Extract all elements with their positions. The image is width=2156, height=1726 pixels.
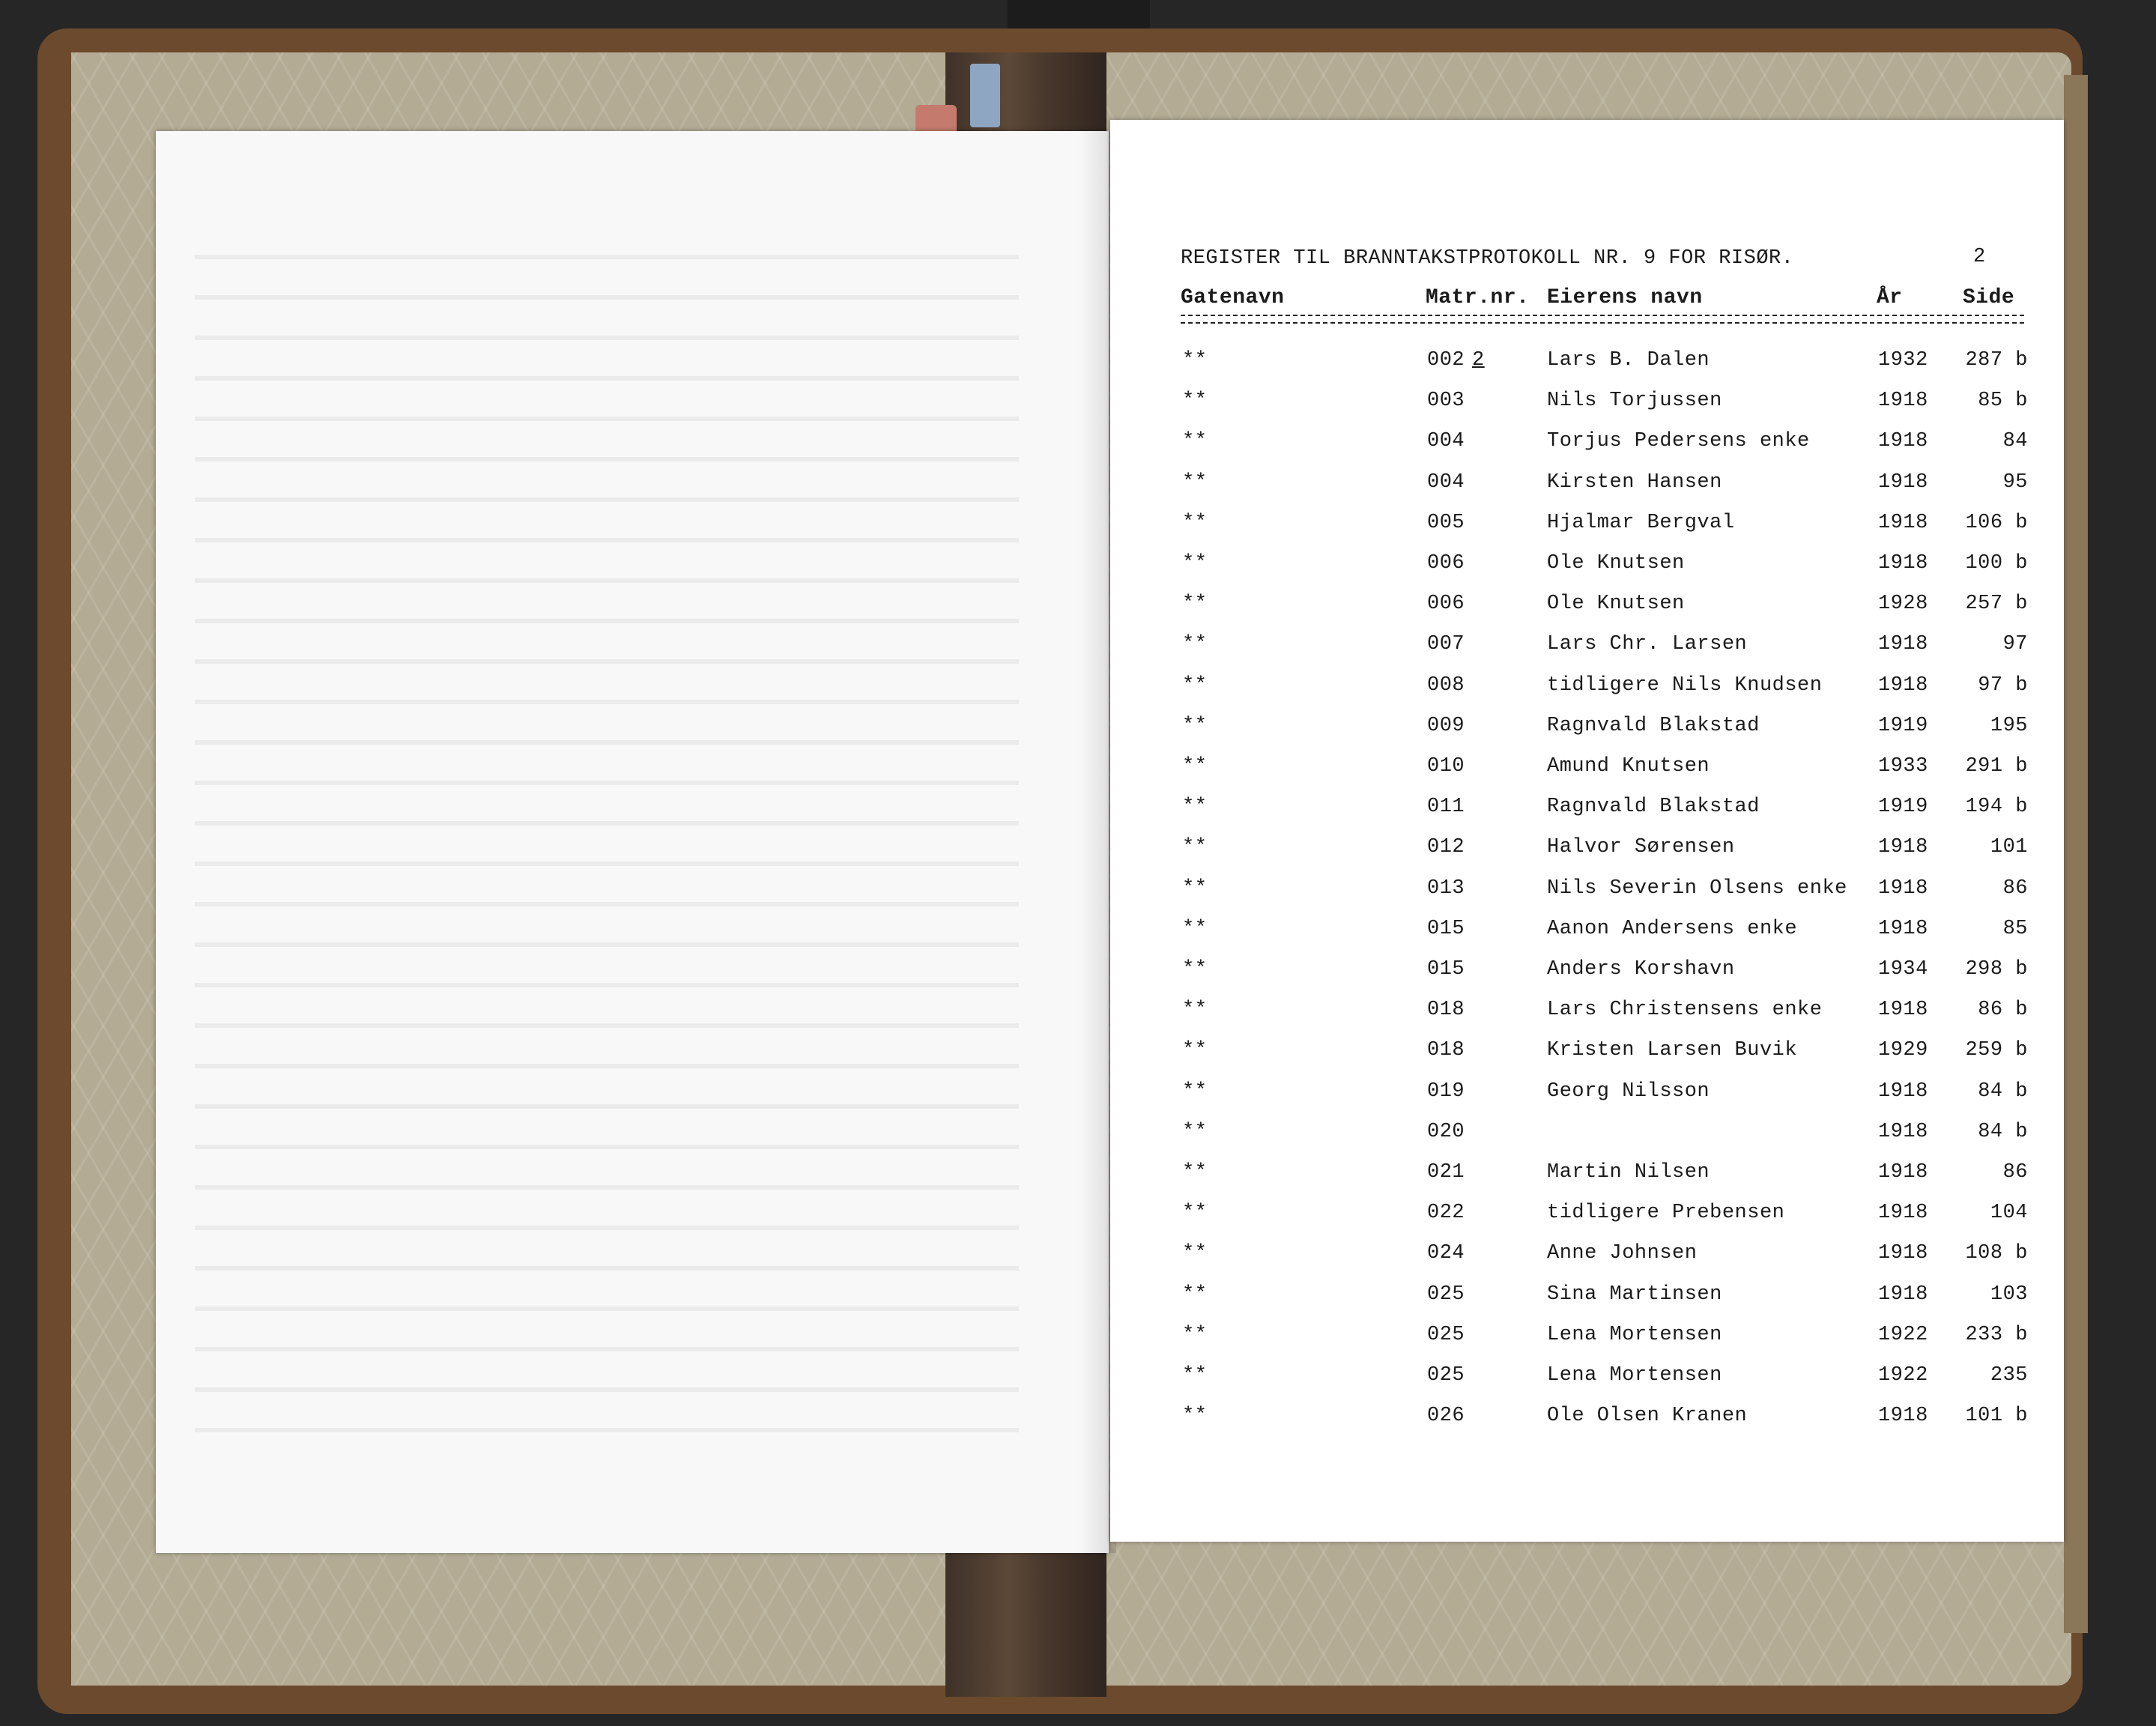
cell-year: 1919 — [1878, 796, 1928, 819]
cell-street: ** — [1182, 593, 1208, 616]
header-rule — [1181, 315, 2024, 324]
cell-street: ** — [1182, 876, 1208, 900]
spine-tag — [970, 64, 1000, 127]
cell-street: ** — [1182, 430, 1208, 453]
cell-matr: 020 — [1427, 1120, 1465, 1143]
cell-owner: Nils Torjussen — [1547, 390, 1722, 413]
cell-owner: Lars Chr. Larsen — [1547, 633, 1748, 656]
cell-matr: 019 — [1427, 1079, 1465, 1103]
table-row — [0, 1161, 2156, 1191]
cell-owner: Halvor Sørensen — [1547, 836, 1735, 859]
cell-matr: 018 — [1427, 999, 1465, 1022]
cell-page: 106 b — [1965, 511, 2028, 534]
cell-year: 1918 — [1878, 390, 1928, 413]
cell-year: 1918 — [1878, 1405, 1928, 1428]
cell-owner: Martin Nilsen — [1547, 1161, 1710, 1184]
cell-matr: 006 — [1427, 593, 1465, 616]
cell-year: 1933 — [1878, 755, 1928, 778]
cell-owner: Kristen Larsen Buvik — [1547, 1039, 1798, 1062]
cell-matr: 002 — [1427, 349, 1465, 372]
cell-street: ** — [1182, 1161, 1208, 1184]
cell-street: ** — [1182, 673, 1208, 697]
cell-owner: Ole Knutsen — [1547, 593, 1685, 616]
cell-street: ** — [1182, 755, 1208, 778]
cell-street: ** — [1182, 714, 1208, 737]
cell-street: ** — [1182, 1120, 1208, 1143]
cell-year: 1918 — [1878, 511, 1928, 534]
cell-owner: Aanon Andersens enke — [1547, 917, 1798, 940]
cell-year: 1928 — [1878, 593, 1928, 616]
table-row — [0, 349, 2156, 379]
cell-matr: 004 — [1427, 430, 1465, 453]
table-row — [0, 1364, 2156, 1394]
table-row — [0, 958, 2156, 988]
table-row — [0, 1405, 2156, 1435]
cell-page: 257 b — [1965, 593, 2028, 616]
cell-street: ** — [1182, 1323, 1208, 1346]
cell-owner: Lena Mortensen — [1547, 1364, 1722, 1387]
cell-street: ** — [1182, 470, 1208, 494]
cell-matr: 006 — [1427, 552, 1465, 575]
cell-year: 1918 — [1878, 552, 1928, 575]
cell-owner: tidligere Nils Knudsen — [1547, 673, 1823, 697]
table-row — [0, 1121, 2156, 1151]
table-row — [0, 1202, 2156, 1232]
cell-owner: Ole Olsen Kranen — [1547, 1405, 1748, 1428]
cell-page: 85 — [2002, 917, 2028, 940]
cell-matr: 008 — [1427, 673, 1465, 697]
cell-year: 1934 — [1878, 958, 1928, 981]
table-row — [0, 755, 2156, 785]
cell-page: 287 b — [1965, 349, 2028, 372]
cell-page: 108 b — [1965, 1242, 2028, 1265]
cell-page: 84 — [2002, 430, 2028, 453]
cell-page: 101 b — [1965, 1405, 2028, 1428]
table-row — [0, 512, 2156, 542]
cell-year: 1918 — [1878, 633, 1928, 656]
cell-year: 1918 — [1878, 470, 1928, 494]
cell-matr: 007 — [1427, 633, 1465, 656]
table-row — [0, 552, 2156, 582]
table-row — [0, 593, 2156, 623]
cell-page: 291 b — [1965, 755, 2028, 778]
cell-owner: Hjalmar Bergval — [1547, 511, 1735, 534]
cell-owner: Sina Martinsen — [1547, 1283, 1722, 1306]
cell-matr: 010 — [1427, 755, 1465, 778]
cell-street: ** — [1182, 511, 1208, 534]
cell-page: 101 — [1990, 836, 2028, 859]
cell-page: 298 b — [1965, 958, 2028, 981]
cell-page: 86 — [2002, 876, 2028, 900]
cell-page: 103 — [1990, 1283, 2028, 1306]
table-row — [0, 1080, 2156, 1110]
cell-owner: Lena Mortensen — [1547, 1323, 1722, 1346]
cell-matr: 025 — [1427, 1323, 1465, 1346]
cell-year: 1918 — [1878, 1079, 1928, 1103]
cell-matr: 024 — [1427, 1242, 1465, 1265]
cell-year: 1918 — [1878, 1202, 1928, 1225]
cell-street: ** — [1182, 836, 1208, 859]
cell-street: ** — [1182, 1202, 1208, 1225]
cell-matr: 005 — [1427, 511, 1465, 534]
cell-year: 1922 — [1878, 1323, 1928, 1346]
cell-matr: 025 — [1427, 1283, 1465, 1306]
table-row — [0, 471, 2156, 501]
cell-owner: Lars B. Dalen — [1547, 349, 1710, 372]
cell-page: 259 b — [1965, 1039, 2028, 1062]
cell-owner: Anne Johnsen — [1547, 1242, 1698, 1265]
cell-street: ** — [1182, 1405, 1208, 1428]
cell-page: 84 b — [1978, 1079, 2028, 1103]
table-row — [0, 1039, 2156, 1069]
cell-street: ** — [1182, 552, 1208, 575]
cell-owner: Ole Knutsen — [1547, 552, 1685, 575]
cell-matr: 009 — [1427, 714, 1465, 737]
cell-owner: Amund Knutsen — [1547, 755, 1710, 778]
cell-street: ** — [1182, 1079, 1208, 1103]
cell-year: 1918 — [1878, 876, 1928, 900]
cell-page: 97 — [2002, 633, 2028, 656]
cell-owner: Georg Nilsson — [1547, 1079, 1710, 1103]
table-row — [0, 633, 2156, 663]
cell-owner: Lars Christensens enke — [1547, 999, 1823, 1022]
cell-matr: 012 — [1427, 836, 1465, 859]
cell-page: 86 — [2002, 1161, 2028, 1184]
scan-ruler — [1008, 0, 1150, 30]
column-header-owner: Eierens navn — [1547, 286, 1703, 309]
cell-matr: 015 — [1427, 917, 1465, 940]
cell-matr: 015 — [1427, 958, 1465, 981]
cell-page: 235 — [1990, 1364, 2028, 1387]
cell-street: ** — [1182, 390, 1208, 413]
cell-page: 100 b — [1965, 552, 2028, 575]
table-row — [0, 796, 2156, 826]
cell-owner: Nils Severin Olsens enke — [1547, 876, 1847, 900]
table-row — [0, 674, 2156, 704]
cell-owner: Ragnvald Blakstad — [1547, 796, 1760, 819]
cell-street: ** — [1182, 633, 1208, 656]
cell-owner: Anders Korshavn — [1547, 958, 1735, 981]
cell-page: 84 b — [1978, 1120, 2028, 1143]
cell-matr: 025 — [1427, 1364, 1465, 1387]
column-header-year: År — [1877, 286, 1903, 309]
table-row — [0, 430, 2156, 460]
cell-page: 104 — [1990, 1202, 2028, 1225]
table-row — [0, 836, 2156, 866]
cell-street: ** — [1182, 1283, 1208, 1306]
cell-owner: Kirsten Hansen — [1547, 470, 1722, 494]
cell-street: ** — [1182, 796, 1208, 819]
cell-street: ** — [1182, 999, 1208, 1022]
cell-year: 1918 — [1878, 836, 1928, 859]
cell-matr: 013 — [1427, 876, 1465, 900]
column-header-matr: Matr.nr. — [1426, 286, 1530, 309]
cell-year: 1918 — [1878, 1161, 1928, 1184]
cell-matr: 011 — [1427, 796, 1465, 819]
cell-year: 1918 — [1878, 1283, 1928, 1306]
cell-year: 1918 — [1878, 673, 1928, 697]
cell-street: ** — [1182, 1242, 1208, 1265]
cell-street: ** — [1182, 1364, 1208, 1387]
cell-matr: 018 — [1427, 1039, 1465, 1062]
cell-year: 1929 — [1878, 1039, 1928, 1062]
table-row — [0, 1324, 2156, 1354]
cell-owner: Torjus Pedersens enke — [1547, 430, 1810, 453]
cell-page: 194 b — [1965, 796, 2028, 819]
cell-year: 1918 — [1878, 999, 1928, 1022]
cell-street: ** — [1182, 917, 1208, 940]
cell-year: 1932 — [1878, 349, 1928, 372]
cell-matr: 021 — [1427, 1161, 1465, 1184]
table-row — [0, 390, 2156, 420]
cell-matr: 003 — [1427, 390, 1465, 413]
register-title: REGISTER TIL BRANNTAKSTPROTOKOLL NR. 9 FOR RISØR. — [1181, 247, 1794, 270]
cell-page: 233 b — [1965, 1323, 2028, 1346]
cell-matr: 022 — [1427, 1202, 1465, 1225]
cell-year: 1918 — [1878, 1242, 1928, 1265]
table-row — [0, 999, 2156, 1029]
cell-page: 95 — [2002, 470, 2028, 494]
cell-page: 97 b — [1978, 673, 2028, 697]
cell-matr: 026 — [1427, 1405, 1465, 1428]
page-number: 2 — [1973, 246, 1986, 268]
cell-page: 195 — [1990, 714, 2028, 737]
cell-year: 1918 — [1878, 430, 1928, 453]
cell-matr-sub: 2 — [1472, 349, 1485, 372]
cell-street: ** — [1182, 958, 1208, 981]
cell-year: 1918 — [1878, 917, 1928, 940]
cell-year: 1922 — [1878, 1364, 1928, 1387]
table-row — [0, 918, 2156, 948]
table-row — [0, 715, 2156, 745]
cell-matr: 004 — [1427, 470, 1465, 494]
cell-street: ** — [1182, 349, 1208, 372]
cell-page: 86 b — [1978, 999, 2028, 1022]
table-row — [0, 877, 2156, 907]
cell-street: ** — [1182, 1039, 1208, 1062]
cell-owner: Ragnvald Blakstad — [1547, 714, 1760, 737]
cell-year: 1918 — [1878, 1120, 1928, 1143]
cell-page: 85 b — [1978, 390, 2028, 413]
cell-year: 1919 — [1878, 714, 1928, 737]
table-row — [0, 1283, 2156, 1313]
column-header-street: Gatenavn — [1181, 286, 1285, 309]
cell-owner: tidligere Prebensen — [1547, 1202, 1785, 1225]
table-row — [0, 1242, 2156, 1272]
column-header-page: Side — [1963, 286, 2015, 309]
